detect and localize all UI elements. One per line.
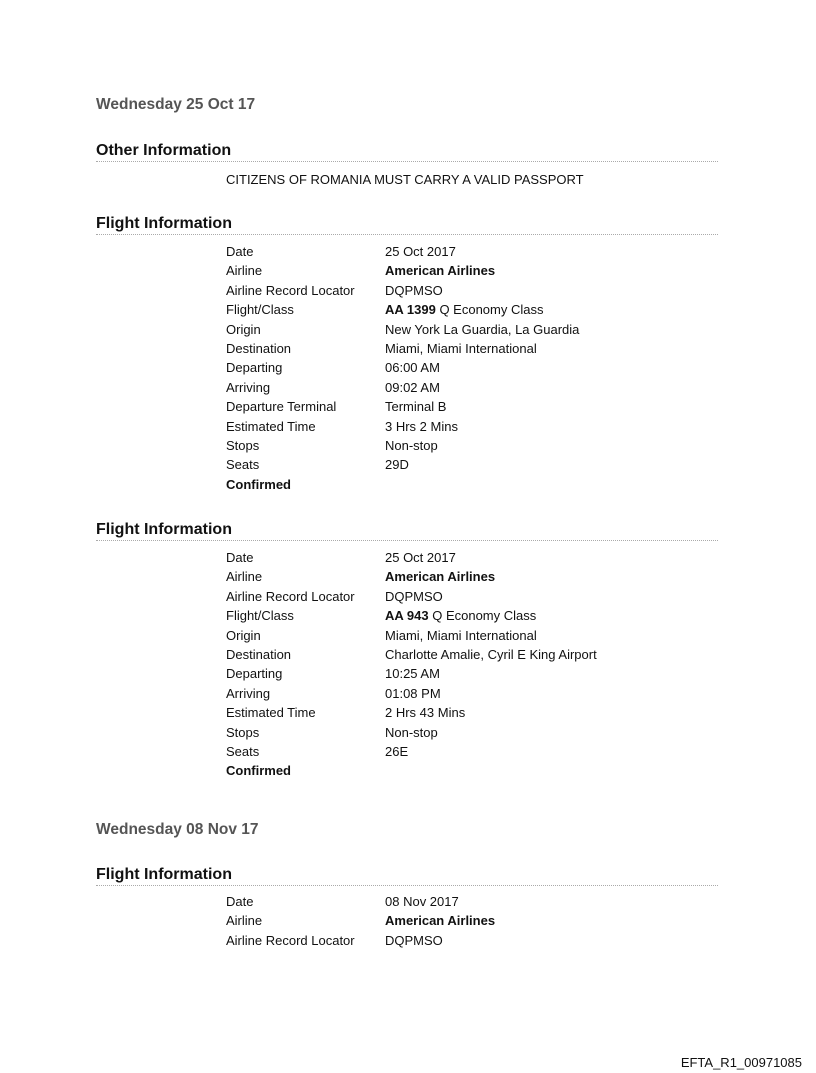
detail-label: Seats (226, 743, 260, 759)
detail-value (385, 320, 579, 339)
section-heading-other-information: Other Information (96, 142, 718, 162)
detail-label: Departing (226, 360, 283, 376)
detail-value-text: Charlotte Amalie, Cyril E King Airport (385, 646, 597, 662)
detail-value (385, 723, 438, 742)
flight-details (226, 892, 495, 950)
detail-row (226, 397, 579, 416)
detail-row (226, 645, 597, 664)
detail-value-bold: American Airlines (385, 913, 496, 929)
detail-value-text: 09:02 AM (385, 379, 440, 395)
detail-value-text: Miami, Miami International (385, 340, 537, 356)
section-heading-flight-information: Flight Information (96, 215, 718, 235)
detail-value-text: 08 Nov 2017 (385, 894, 459, 909)
detail-row (226, 606, 597, 625)
detail-value (385, 911, 495, 930)
detail-label: Airline Record Locator (226, 588, 355, 604)
detail-value-text: New York La Guardia, La Guardia (385, 321, 580, 337)
detail-value (385, 742, 408, 761)
detail-value (385, 626, 537, 645)
detail-label: Stops (226, 437, 260, 453)
detail-label: Airline Record Locator (226, 932, 355, 948)
detail-value (385, 548, 456, 567)
detail-label: Stops (226, 724, 260, 740)
detail-row (226, 664, 597, 683)
detail-value (385, 684, 441, 703)
detail-row (226, 261, 579, 280)
detail-value (385, 242, 456, 261)
detail-value (385, 397, 446, 416)
detail-row (226, 626, 597, 645)
detail-row (226, 567, 597, 586)
detail-label: Origin (226, 321, 261, 337)
detail-row (226, 378, 579, 397)
detail-label: Flight/Class (226, 302, 294, 318)
detail-row (226, 587, 597, 606)
detail-label: Arriving (226, 685, 271, 701)
day-heading: Wednesday 08 Nov 17 (96, 821, 259, 838)
detail-value-text: DQPMSO (385, 932, 443, 948)
detail-value-text: 26E (385, 743, 409, 759)
flight-details (226, 548, 597, 781)
detail-value-text: DQPMSO (385, 588, 443, 604)
detail-row (226, 703, 597, 722)
detail-row (226, 548, 597, 567)
detail-value (385, 378, 440, 397)
detail-value (385, 339, 537, 358)
detail-value-bold: AA 943 (385, 608, 429, 624)
detail-value-text: DQPMSO (385, 282, 443, 298)
detail-value (385, 300, 543, 319)
detail-label: Confirmed (226, 476, 291, 492)
detail-row (226, 931, 495, 950)
detail-value-text: Q Economy Class (428, 608, 537, 624)
detail-value (385, 931, 443, 950)
detail-label: Destination (226, 340, 292, 356)
detail-row (226, 892, 495, 911)
detail-value (385, 892, 459, 911)
section-heading-flight-information: Flight Information (96, 866, 718, 886)
detail-value (385, 664, 440, 683)
detail-value-text: Terminal B (385, 399, 447, 415)
detail-row (226, 300, 579, 319)
detail-row (226, 455, 579, 474)
detail-value-text: 3 Hrs 2 Mins (385, 418, 458, 434)
detail-label: Date (226, 244, 254, 259)
detail-value (385, 587, 443, 606)
detail-value-text: 25 Oct 2017 (385, 550, 456, 565)
detail-row (226, 742, 597, 761)
detail-value-text: 29D (385, 457, 409, 473)
detail-value (385, 606, 536, 625)
detail-label: Airline (226, 263, 263, 279)
detail-row (226, 723, 597, 742)
detail-value (385, 436, 438, 455)
detail-label: Origin (226, 627, 261, 643)
detail-label: Airline (226, 913, 263, 929)
detail-row (226, 475, 579, 494)
detail-row (226, 684, 597, 703)
other-information-text: CITIZENS OF ROMANIA MUST CARRY A VALID PASSPORT (226, 172, 584, 187)
detail-row (226, 339, 579, 358)
detail-value-bold: AA 1399 (385, 302, 436, 318)
detail-row (226, 358, 579, 377)
detail-label: Departure Terminal (226, 399, 337, 415)
detail-label: Confirmed (226, 763, 291, 779)
detail-label: Date (226, 550, 254, 565)
detail-value (385, 455, 409, 474)
detail-label: Departing (226, 666, 283, 682)
detail-label: Seats (226, 457, 260, 473)
detail-row (226, 761, 597, 780)
detail-value-text: Q Economy Class (435, 302, 544, 318)
detail-value (385, 645, 597, 664)
detail-value-text: Non-stop (385, 724, 438, 740)
detail-value (385, 261, 495, 280)
detail-label: Date (226, 894, 254, 909)
detail-label: Flight/Class (226, 608, 294, 624)
detail-value-text: Non-stop (385, 437, 438, 453)
detail-row (226, 281, 579, 300)
detail-row (226, 320, 579, 339)
detail-value (385, 358, 440, 377)
detail-value-text: 01:08 PM (385, 685, 441, 701)
detail-value-text: 06:00 AM (385, 360, 440, 376)
detail-value-text: Miami, Miami International (385, 627, 537, 643)
document-id: EFTA_R1_00971085 (680, 1055, 802, 1070)
detail-value (385, 281, 443, 300)
detail-value-text: 10:25 AM (385, 666, 440, 682)
detail-label: Destination (226, 646, 292, 662)
detail-label: Estimated Time (226, 418, 316, 434)
day-heading: Wednesday 25 Oct 17 (96, 96, 256, 113)
detail-value-bold: American Airlines (385, 569, 496, 585)
detail-value-bold: American Airlines (385, 263, 496, 279)
detail-row (226, 911, 495, 930)
section-heading-flight-information: Flight Information (96, 521, 718, 541)
detail-label: Airline (226, 569, 263, 585)
detail-row (226, 242, 579, 261)
detail-label: Estimated Time (226, 705, 316, 721)
detail-value-text: 2 Hrs 43 Mins (385, 705, 466, 721)
detail-label: Arriving (226, 379, 271, 395)
detail-value (385, 567, 495, 586)
detail-value-text: 25 Oct 2017 (385, 244, 456, 259)
detail-value (385, 417, 458, 436)
detail-value (385, 703, 465, 722)
detail-row (226, 436, 579, 455)
detail-row (226, 417, 579, 436)
flight-details (226, 242, 579, 494)
detail-label: Airline Record Locator (226, 282, 355, 298)
